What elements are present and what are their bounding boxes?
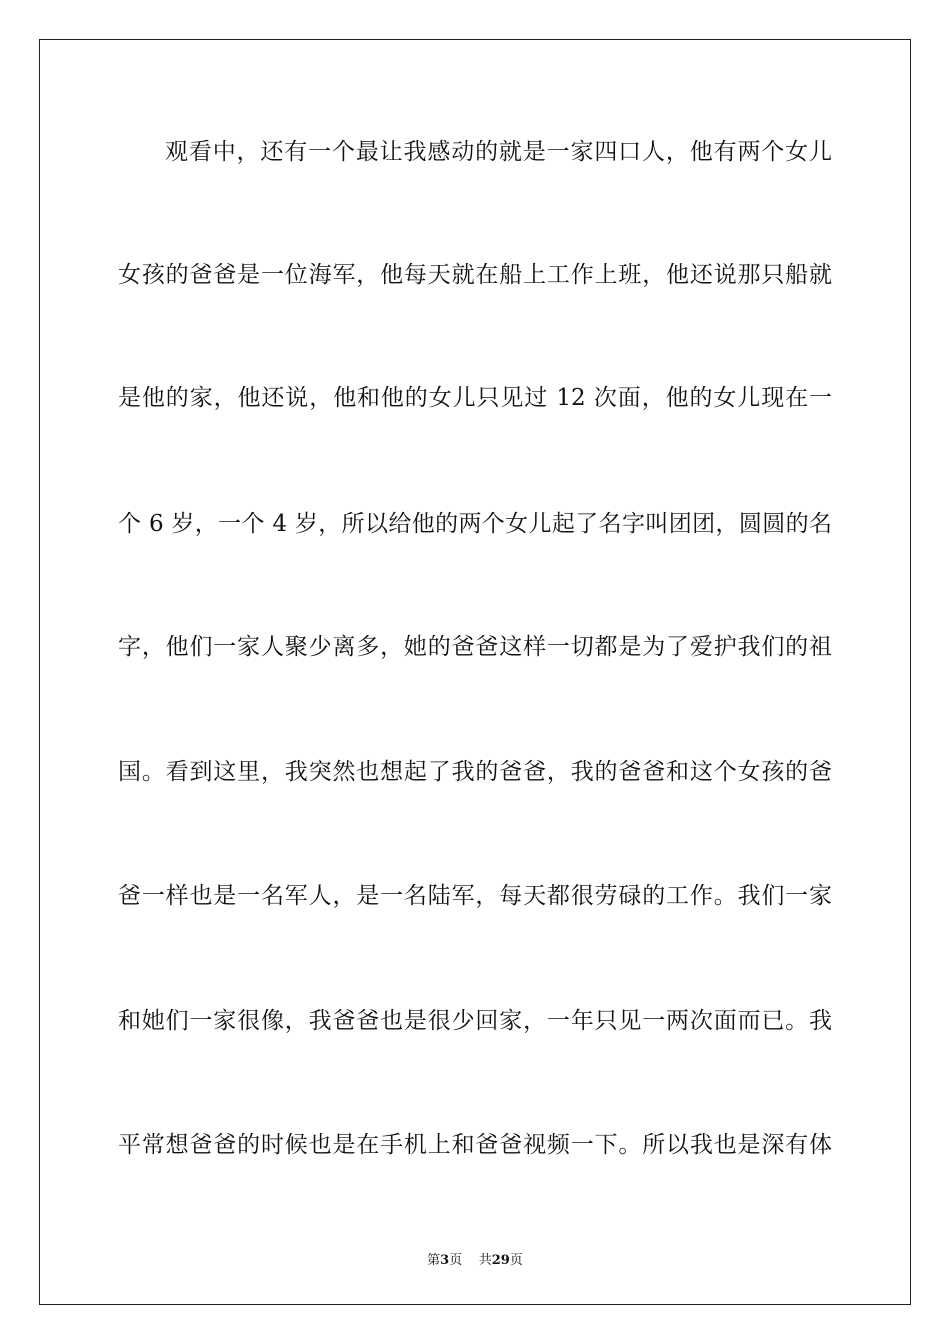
page-footer (0, 1249, 950, 1268)
paragraph-line-8: 和她们一家很像，我爸爸也是很少回家，一年只见一两次面而已。我 (118, 1008, 832, 1034)
page-number: 3 (440, 1253, 450, 1268)
paragraph-line-9: 平常想爸爸的时候也是在手机上和爸爸视频一下。所以我也是深有体 (118, 1132, 832, 1158)
paragraph-line-7: 爸一样也是一名军人，是一名陆军，每天都很劳碌的工作。我们一家 (118, 883, 832, 909)
paragraph-line-3: 是他的家，他还说，他和他的女儿只见过 12 次面，他的女儿现在一 (118, 385, 832, 411)
total-pages: 29 (491, 1253, 510, 1268)
page-border (39, 39, 911, 1305)
paragraph-line-6: 国。看到这里，我突然也想起了我的爸爸，我的爸爸和这个女孩的爸 (118, 759, 832, 785)
page-label-suffix: 页 (449, 1253, 463, 1268)
page-label-prefix: 第 (427, 1253, 441, 1268)
paragraph-line-2: 女孩的爸爸是一位海军，他每天就在船上工作上班，他还说那只船就 (118, 262, 832, 288)
paragraph-line-1: 观看中，还有一个最让我感动的就是一家四口人，他有两个女儿 (165, 139, 832, 165)
paragraph-line-5: 字，他们一家人聚少离多，她的爸爸这样一切都是为了爱护我们的祖 (118, 634, 832, 660)
total-label-suffix: 页 (509, 1253, 523, 1268)
total-label-prefix: 共 (478, 1253, 492, 1268)
paragraph-line-4: 个 6 岁，一个 4 岁，所以给他的两个女儿起了名字叫团团，圆圆的名 (118, 511, 832, 537)
